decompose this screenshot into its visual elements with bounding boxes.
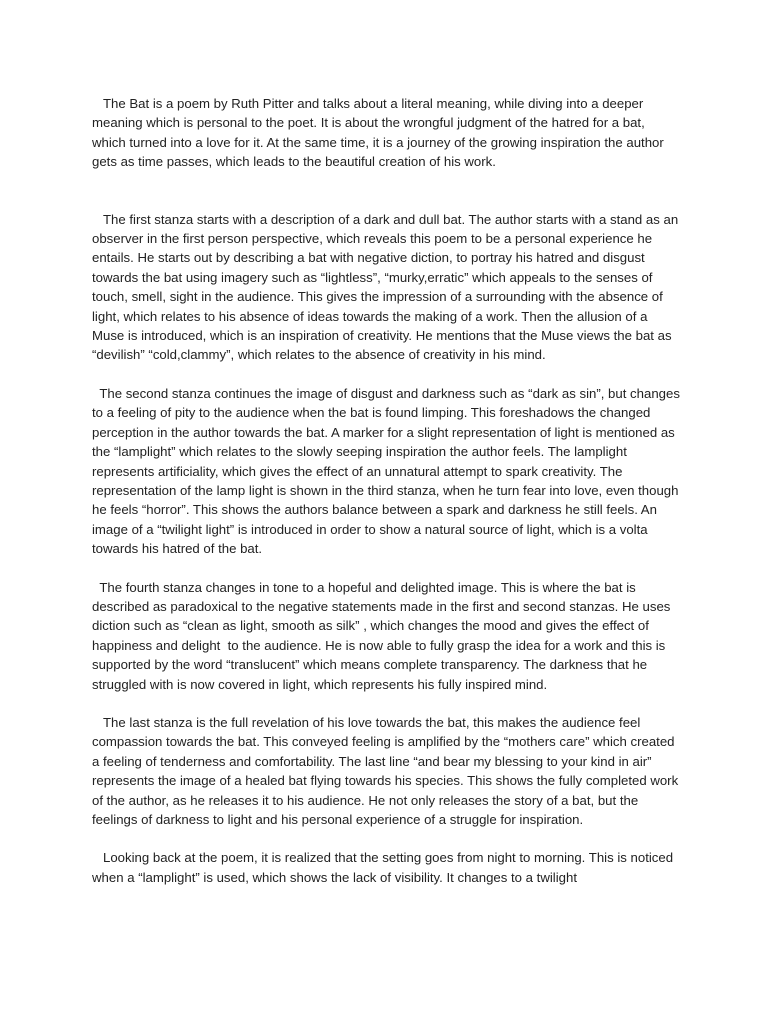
paragraph-looking-back: Looking back at the poem, it is realized that the setting goes from night to morning. This is noticed when a “lamplight” is used, which shows the lack of visibility. It changes to a twilight [92,850,677,885]
paragraph-fourth-stanza: The fourth stanza changes in tone to a hopeful and delighted image. This is where the bat is described as paradoxical to the negative statements made in the first and second stanzas. He uses diction such as “clean as light, smooth as silk” , which changes the mood and gives the effect of happiness and delight to the audience. He is now able to fully grasp the idea for a work and this is supported by the word “translucent” which means complete transparency. The darkness that he struggled with is now covered in light, which represents his fully inspired mind. [92,579,675,692]
paragraph-introduction: The Bat is a poem by Ruth Pitter and talks about a literal meaning, while diving into a deeper meaning which is personal to the poet. It is about the wrongful judgment of the hatred for a bat, which turned into a love for it. At the same time, it is a journey of the growing inspiration the author gets as time passes, which leads to the beautiful creation of his work. [92,96,668,170]
paragraph-first-stanza: The first stanza starts with a description of a dark and dull bat. The author starts with a stand as an observer in the first person perspective, which reveals this poem to be a personal experience he entails. He starts out by describing a bat with negative diction, to portray his hatred and disgust towards the bat using imagery such as “lightless”, “murky,erratic” which appeals to the senses of touch, smell, sight in the audience. This gives the impression of a surrounding with the absence of light, which relates to his absence of ideas towards the making of a work. Then the allusion of a Muse is introduced, which is an inspiration of creativity. He mentions that the Muse views the bat as “devilish” “cold,clammy”, which relates to the absence of creativity in his mind. [92,211,682,363]
paragraph-second-stanza: The second stanza continues the image of disgust and darkness such as “dark as sin”, but changes to a feeling of pity to the audience when the bat is found limping. This foreshadows the changed perception in the author towards the bat. A marker for a slight representation of light is mentioned as the “lamplight” which relates to the slowly seeping inspiration the author feels. The lamplight represents artificiality, which gives the effect of an unnatural attempt to spark creativity. The representation of the lamp light is shown in the third stanza, when he turn fear into love, even though he feels “horror”. This shows the authors balance between a spark and darkness he still feels. An image of a “twilight light” is introduced in order to show a natural source of light, which is a volta towards his hatred of the bat. [92,385,684,557]
document-body [92,94,682,887]
paragraph-last-stanza: The last stanza is the full revelation of his love towards the bat, this makes the audience feel compassion towards the bat. This conveyed feeling is amplified by the “mothers care” which created a feeling of tenderness and comfortability. The last line “and bear my blessing to your kind in air” represents the image of a healed bat flying towards his species. This shows the fully completed work of the author, as he releases it to his audience. He not only releases the story of a bat, but the feelings of darkness to light and his personal experience of a struggle for inspiration. [92,714,682,827]
